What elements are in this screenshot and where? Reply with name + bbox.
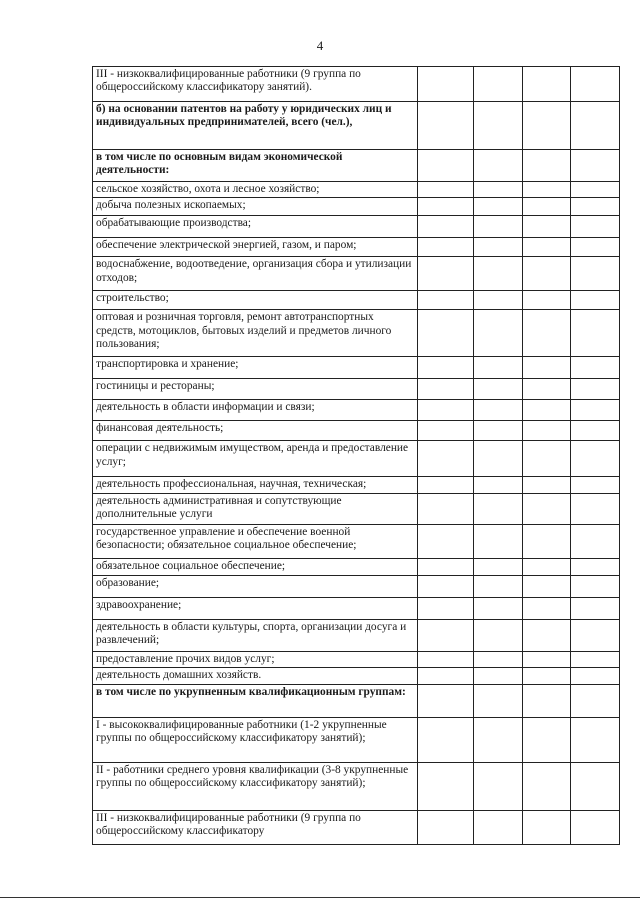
value-cell[interactable] [523, 651, 571, 667]
value-cell[interactable] [571, 421, 620, 441]
value-cell[interactable] [571, 619, 620, 651]
table-row [93, 150, 620, 182]
value-cell[interactable] [418, 524, 474, 558]
table-row [93, 477, 620, 493]
value-cell[interactable] [418, 597, 474, 619]
value-cell[interactable] [418, 810, 474, 844]
table-row [93, 717, 620, 762]
value-cell[interactable] [523, 558, 571, 575]
value-cell[interactable] [418, 684, 474, 717]
value-cell[interactable] [571, 493, 620, 524]
row-label: обеспечение электрической энергией, газом, и паром; [93, 238, 418, 257]
row-label: деятельность домашних хозяйств. [93, 667, 418, 684]
value-cell[interactable] [523, 421, 571, 441]
row-label: гостиницы и рестораны; [93, 379, 418, 400]
table-row [93, 684, 620, 717]
row-label: сельское хозяйство, охота и лесное хозяйство; [93, 182, 418, 198]
value-cell[interactable] [571, 597, 620, 619]
value-cell[interactable] [523, 810, 571, 844]
value-cell[interactable] [474, 619, 523, 651]
table-row [93, 597, 620, 619]
value-cell[interactable] [474, 238, 523, 257]
value-cell[interactable] [571, 477, 620, 493]
value-cell[interactable] [418, 257, 474, 291]
value-cell[interactable] [474, 357, 523, 379]
value-cell[interactable] [523, 310, 571, 357]
row-label: II - работники среднего уровня квалификации (3-8 укрупненные группы по общероссийскому классификатору занятий); [93, 762, 418, 810]
table-row [93, 400, 620, 421]
value-cell[interactable] [418, 67, 474, 102]
value-cell[interactable] [418, 379, 474, 400]
value-cell[interactable] [474, 762, 523, 810]
value-cell[interactable] [523, 198, 571, 216]
table-row [93, 619, 620, 651]
value-cell[interactable] [418, 198, 474, 216]
value-cell[interactable] [523, 291, 571, 310]
value-cell[interactable] [418, 762, 474, 810]
value-cell[interactable] [523, 667, 571, 684]
value-cell[interactable] [571, 575, 620, 597]
value-cell[interactable] [474, 291, 523, 310]
row-label: водоснабжение, водоотведение, организация сбора и утилизации отходов; [93, 257, 418, 291]
row-label: деятельность профессиональная, научная, техническая; [93, 477, 418, 493]
value-cell[interactable] [571, 441, 620, 477]
value-cell[interactable] [474, 810, 523, 844]
value-cell[interactable] [474, 102, 523, 150]
value-cell[interactable] [523, 67, 571, 102]
row-label: обрабатывающие производства; [93, 216, 418, 238]
value-cell[interactable] [523, 357, 571, 379]
table-row [93, 762, 620, 810]
value-cell[interactable] [474, 493, 523, 524]
row-label: образование; [93, 575, 418, 597]
row-label: б) на основании патентов на работу у юридических лиц и индивидуальных предпринимателей, всего (чел.), [93, 102, 418, 150]
table-row [93, 67, 620, 102]
table-row [93, 524, 620, 558]
value-cell[interactable] [418, 575, 474, 597]
value-cell[interactable] [523, 400, 571, 421]
value-cell[interactable] [418, 102, 474, 150]
value-cell[interactable] [523, 150, 571, 182]
row-label: оптовая и розничная торговля, ремонт автотранспортных средств, мотоциклов, бытовых изделий и предметов личного пользования; [93, 310, 418, 357]
value-cell[interactable] [418, 216, 474, 238]
value-cell[interactable] [571, 216, 620, 238]
value-cell[interactable] [418, 150, 474, 182]
value-cell[interactable] [418, 310, 474, 357]
row-label: предоставление прочих видов услуг; [93, 651, 418, 667]
value-cell[interactable] [418, 667, 474, 684]
value-cell[interactable] [474, 667, 523, 684]
value-cell[interactable] [571, 379, 620, 400]
table-row [93, 651, 620, 667]
value-cell[interactable] [474, 597, 523, 619]
table-row [93, 238, 620, 257]
value-cell[interactable] [571, 684, 620, 717]
value-cell[interactable] [523, 477, 571, 493]
value-cell[interactable] [571, 67, 620, 102]
value-cell[interactable] [523, 238, 571, 257]
value-cell[interactable] [571, 150, 620, 182]
value-cell[interactable] [474, 216, 523, 238]
value-cell[interactable] [571, 667, 620, 684]
value-cell[interactable] [571, 810, 620, 844]
value-cell[interactable] [418, 558, 474, 575]
row-label: строительство; [93, 291, 418, 310]
table-row [93, 182, 620, 198]
value-cell[interactable] [474, 524, 523, 558]
value-cell[interactable] [523, 102, 571, 150]
value-cell[interactable] [523, 575, 571, 597]
value-cell[interactable] [474, 558, 523, 575]
value-cell[interactable] [474, 257, 523, 291]
value-cell[interactable] [571, 182, 620, 198]
value-cell[interactable] [523, 379, 571, 400]
row-label: в том числе по укрупненным квалификационным группам: [93, 684, 418, 717]
value-cell[interactable] [474, 182, 523, 198]
page-bottom-rule [0, 897, 640, 898]
value-cell[interactable] [523, 619, 571, 651]
table-row [93, 421, 620, 441]
value-cell[interactable] [523, 597, 571, 619]
value-cell[interactable] [571, 400, 620, 421]
table-row [93, 379, 620, 400]
value-cell[interactable] [418, 717, 474, 762]
row-label: здравоохранение; [93, 597, 418, 619]
value-cell[interactable] [474, 575, 523, 597]
row-label: деятельность в области информации и связи; [93, 400, 418, 421]
row-label: III - низкоквалифицированные работники (9 группа по общероссийскому классификатору [93, 810, 418, 844]
table-row [93, 357, 620, 379]
value-cell[interactable] [418, 357, 474, 379]
value-cell[interactable] [418, 651, 474, 667]
row-label: I - высококвалифицированные работники (1-2 укрупненные группы по общероссийскому классификатору занятий); [93, 717, 418, 762]
value-cell[interactable] [474, 379, 523, 400]
value-cell[interactable] [523, 717, 571, 762]
value-cell[interactable] [474, 684, 523, 717]
table-row [93, 257, 620, 291]
row-label: операции с недвижимым имуществом, аренда и предоставление услуг; [93, 441, 418, 477]
value-cell[interactable] [474, 67, 523, 102]
table-body [93, 67, 620, 845]
table-row [93, 667, 620, 684]
value-cell[interactable] [523, 762, 571, 810]
value-cell[interactable] [474, 198, 523, 216]
value-cell[interactable] [474, 400, 523, 421]
value-cell[interactable] [523, 216, 571, 238]
value-cell[interactable] [474, 441, 523, 477]
table-row [93, 810, 620, 844]
statistics-table [92, 66, 620, 845]
table-row [93, 575, 620, 597]
value-cell[interactable] [523, 493, 571, 524]
value-cell[interactable] [474, 651, 523, 667]
value-cell[interactable] [571, 651, 620, 667]
value-cell[interactable] [418, 182, 474, 198]
value-cell[interactable] [523, 441, 571, 477]
value-cell[interactable] [418, 421, 474, 441]
value-cell[interactable] [571, 762, 620, 810]
value-cell[interactable] [571, 291, 620, 310]
value-cell[interactable] [523, 684, 571, 717]
value-cell[interactable] [523, 182, 571, 198]
value-cell[interactable] [418, 441, 474, 477]
row-label: деятельность административная и сопутствующие дополнительные услуги [93, 493, 418, 524]
value-cell[interactable] [418, 291, 474, 310]
table-row [93, 291, 620, 310]
value-cell[interactable] [474, 477, 523, 493]
value-cell[interactable] [571, 257, 620, 291]
value-cell[interactable] [418, 493, 474, 524]
value-cell[interactable] [571, 524, 620, 558]
row-label: III - низкоквалифицированные работники (9 группа по общероссийскому классификатору занятий). [93, 67, 418, 102]
value-cell[interactable] [474, 717, 523, 762]
value-cell[interactable] [571, 198, 620, 216]
value-cell[interactable] [474, 310, 523, 357]
table-row [93, 198, 620, 216]
value-cell[interactable] [418, 477, 474, 493]
table-row [93, 102, 620, 150]
value-cell[interactable] [571, 238, 620, 257]
page-number: 4 [316, 38, 324, 53]
table-row [93, 310, 620, 357]
row-label: государственное управление и обеспечение военной безопасности; обязательное социальное обеспечение; [93, 524, 418, 558]
value-cell[interactable] [418, 238, 474, 257]
value-cell[interactable] [474, 150, 523, 182]
value-cell[interactable] [418, 400, 474, 421]
row-label: транспортировка и хранение; [93, 357, 418, 379]
value-cell[interactable] [571, 310, 620, 357]
value-cell[interactable] [523, 257, 571, 291]
row-label: деятельность в области культуры, спорта, организации досуга и развлечений; [93, 619, 418, 651]
value-cell[interactable] [571, 558, 620, 575]
value-cell[interactable] [418, 619, 474, 651]
value-cell[interactable] [571, 717, 620, 762]
row-label: в том числе по основным видам экономической деятельности: [93, 150, 418, 182]
value-cell[interactable] [523, 524, 571, 558]
table-row [93, 493, 620, 524]
value-cell[interactable] [571, 357, 620, 379]
row-label: добыча полезных ископаемых; [93, 198, 418, 216]
table-row [93, 441, 620, 477]
value-cell[interactable] [474, 421, 523, 441]
row-label: обязательное социальное обеспечение; [93, 558, 418, 575]
value-cell[interactable] [571, 102, 620, 150]
table-row [93, 558, 620, 575]
table-row [93, 216, 620, 238]
row-label: финансовая деятельность; [93, 421, 418, 441]
